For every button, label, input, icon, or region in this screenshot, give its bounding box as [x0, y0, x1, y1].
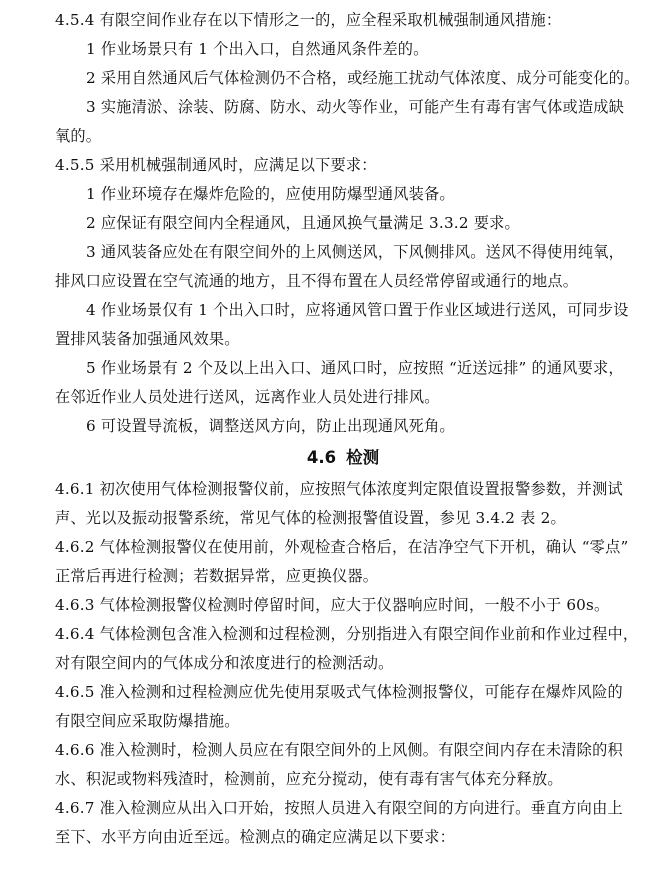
- clause-4-6-6-cont: 水、积泥或物料残渣时，检测前，应充分搅动，使有毒有害气体充分释放。: [55, 770, 563, 788]
- clause-4-5-5-item-3: 3 通风装备应处在有限空间外的上风侧送风，下风侧排风。送风不得使用纯氧，: [86, 243, 625, 261]
- clause-4-5-5-item-4-cont: 置排风装备加强通风效果。: [55, 330, 240, 348]
- section-heading: [55, 443, 621, 475]
- clause-4-6-7: 4.6.7 准入检测应从出入口开始，按照人员进入有限空间的方向进行。垂直方向由上: [55, 799, 623, 817]
- clause-4-5-5-item-1: 1 作业环境存在爆炸危险的，应使用防爆型通风装备。: [86, 185, 455, 203]
- clause-4-5-5-item-6: 6 可设置导流板，调整送风方向，防止出现通风死角。: [86, 417, 455, 435]
- clause-4-6-1-cont: 声、光以及振动报警系统，常见气体的检测报警值设置，参见 3.4.2 表 2。: [55, 509, 566, 527]
- clause-4-6-1: 4.6.1 初次使用气体检测报警仪前，应按照气体浓度判定限值设置报警参数，并测试: [55, 480, 623, 498]
- section-number: 4.6: [306, 448, 337, 467]
- clause-4-5-5-item-5-cont: 在邻近作业人员处进行送风，远离作业人员处进行排风。: [55, 388, 440, 406]
- clause-4-5-5-item-5: 5 作业场景有 2 个及以上出入口、通风口时，应按照 “近送远排” 的通风要求，: [86, 359, 624, 377]
- clause-4-6-5-cont: 有限空间应采取防爆措施。: [55, 712, 240, 730]
- clause-4-5-4-item-3: 3 实施清淤、涂装、防腐、防水、动火等作业，可能产生有毒有害气体或造成缺: [86, 98, 625, 116]
- clause-4-6-5: 4.6.5 准入检测和过程检测应优先使用泵吸式气体检测报警仪，可能存在爆炸风险的: [55, 683, 623, 701]
- clause-4-5-5-item-2: 2 应保证有限空间内全程通风，且通风换气量满足 3.3.2 要求。: [86, 214, 520, 232]
- section-title: 检测: [346, 448, 380, 467]
- clause-4-5-5-item-3-cont: 排风口应设置在空气流通的地方，且不得布置在人员经常停留或通行的地点。: [55, 272, 579, 290]
- clause-4-6-4: 4.6.4 气体检测包含准入检测和过程检测，分别指进入有限空间作业前和作业过程中，: [55, 625, 639, 643]
- clause-4-5-5: 4.5.5 采用机械强制通风时，应满足以下要求：: [55, 156, 377, 174]
- clause-4-6-7-cont: 至下、水平方向由近至远。检测点的确定应满足以下要求：: [55, 828, 456, 846]
- clause-4-5-4-item-2: 2 采用自然通风后气体检测仍不合格，或经施工扰动气体浓度、成分可能变化的。: [86, 69, 640, 87]
- clause-4-5-4-item-3-cont: 氧的。: [55, 127, 102, 145]
- clause-4-6-2-cont: 正常后再进行检测；若数据异常，应更换仪器。: [55, 567, 379, 585]
- clause-4-5-4-item-1: 1 作业场景只有 1 个出入口，自然通风条件差的。: [86, 40, 429, 58]
- clause-4-6-6: 4.6.6 准入检测时，检测人员应在有限空间外的上风侧。有限空间内存在未清除的积: [55, 741, 623, 759]
- clause-4-5-4: 4.5.4 有限空间作业存在以下情形之一的，应全程采取机械强制通风措施：: [55, 11, 562, 29]
- clause-4-5-5-item-4: 4 作业场景仅有 1 个出入口时，应将通风管口置于作业区域进行送风，可同步设: [86, 301, 629, 319]
- clause-4-6-4-cont: 对有限空间内的气体成分和浓度进行的检测活动。: [55, 654, 394, 672]
- clause-4-6-2: 4.6.2 气体检测报警仪在使用前，外观检查合格后，在洁净空气下开机，确认 “零点”: [55, 538, 629, 556]
- clause-4-6-3: 4.6.3 气体检测报警仪检测时停留时间，应大于仪器响应时间，一般不小于 60s。: [55, 596, 610, 614]
